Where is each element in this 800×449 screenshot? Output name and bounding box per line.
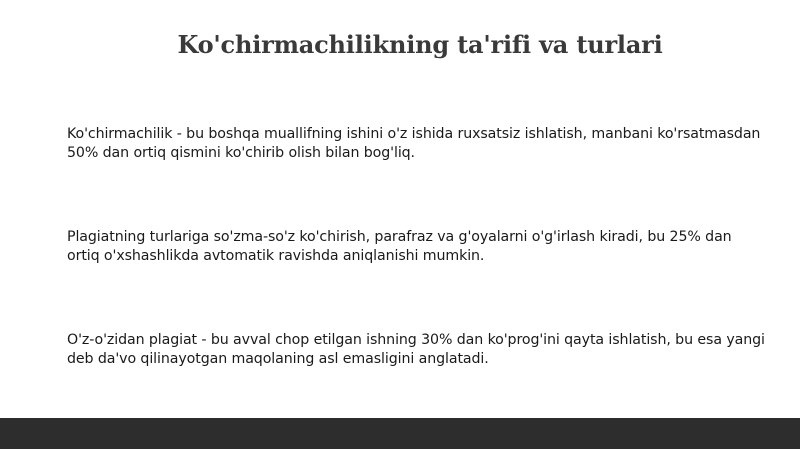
paragraph-self-plagiarism: O'z-o'zidan plagiat - bu avval chop etilgan ishning 30% dan ko'prog'ini qayta ishlatish, bu esa yangi deb da'vo qilinayotgan maqolaning asl emasligini anglatadi. (67, 332, 765, 367)
bottom-bar (0, 418, 800, 449)
paragraph-definition: Ko'chirmachilik - bu boshqa muallifning ishini o'z ishida ruxsatsiz ishlatish, manbani ko'rsatmasdan 50% dan ortiq qismini ko'chirib olish bilan bog'liq. (67, 126, 761, 161)
slide-title: Ko'chirmachilikning ta'rifi va turlari (177, 30, 663, 59)
paragraph-types: Plagiatning turlariga so'zma-so'z ko'chirish, parafraz va g'oyalarni o'g'irlash kiradi, bu 25% dan ortiq o'xshashlikda avtomatik ravishda aniqlanishi mumkin. (67, 229, 732, 264)
